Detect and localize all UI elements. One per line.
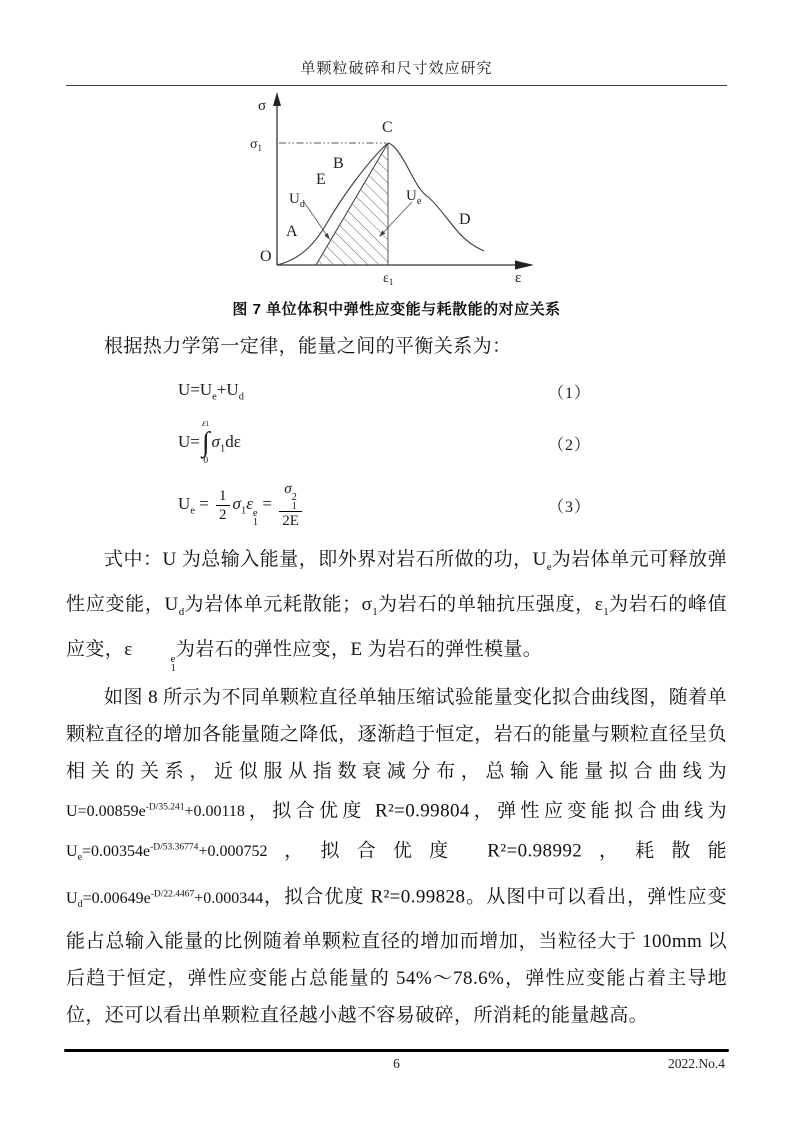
figure7-caption: 图 7 单位体积中弹性应变能与耗散能的对应关系 [232,301,561,318]
equation-1-number: （1） [548,384,592,402]
eps-elastic-subsup: e 1 [252,507,259,528]
running-head-title: 单颗粒破碎和尺寸效应研究 [300,61,493,77]
equation-3 [66,475,727,535]
page-number: 6 [393,1056,400,1071]
eps-elastic-subsup: e 1 [170,653,176,674]
point-b-label: B [333,155,344,172]
ud-label: $U_d$ [289,191,305,210]
integral-with-limits: ε1 ∫ 0 [201,419,210,466]
eps1-label: $\varepsilon_1$ [383,271,394,287]
equations-block [66,371,727,535]
y-axis-arrow-icon [273,92,281,106]
post-peak-curve [388,143,484,251]
fit-formula-elastic-energy: $U_e=0.00354e^{-D/53.36774}+0.000752$ [66,842,268,864]
fit-formula-dissipated-energy: $U_d=0.00649e^{-D/22.4467}+0.000344$ [66,889,264,910]
point-c-label: C [382,119,393,136]
issue-label: 2022.No.4 [668,1056,725,1071]
equation-3-formula: $U_e$ = $\frac{1}{2}$ $\sigma_1\varepsilon$ e 1 = σ 2 1 2E [178,480,305,530]
footer [66,1056,727,1076]
equation-1-formula: $U=U_e+U_d$ [178,379,244,403]
footer-rule [64,1049,729,1052]
x-axis-label: ε [515,270,522,286]
sigma1-label: $\sigma_1$ [250,137,263,153]
point-d-label: D [459,211,471,228]
x-axis-arrow-icon [515,261,534,270]
equation-1 [66,371,727,411]
origin-label: O [260,248,272,265]
ud-leader-line [304,202,328,237]
header-rule [66,85,727,86]
y-axis-label: σ [258,98,267,114]
fraction-sigma-squared: σ 2 1 2E [279,480,302,530]
fit-formula-total-energy: $U=0.00859e^{-D/35.241}+0.00118$ [66,802,245,820]
ue-label: $U_e$ [406,188,422,207]
equation-3-number: （3） [548,498,592,516]
point-a-label: A [286,223,298,240]
equation-2-formula: U= ε1 ∫ 0 $\sigma_1d\varepsilon$ [178,419,241,466]
figure7-stress-strain-diagram [216,90,546,290]
figure7-plot [216,90,546,290]
page-content [66,0,727,1034]
paragraph-intro: 根据热力学第一定律，能量之间的平衡关系为： [104,336,512,357]
equation-2 [66,411,727,475]
fraction-one-half: $\frac{1}{2}$ [216,487,230,524]
ud-leader-arrow-icon [324,233,330,240]
paragraph-results-discussion: 如图 8 所示为不同单颗粒直径单轴压缩试验能量变化拟合曲线图，随着单颗粒直径的增加各能量随之降低，逐渐趋于恒定，岩石的能量与颗粒直径呈负相关的关系，近似服从指数衰减分布，总输入能量拟合曲线为$U=0.00859e^{-D/35.241}+0.00118$，拟合优度 R²=0.99804，弹性应变能拟合曲线为$U_e=0.00354e^{-D/53.36774}+0.000752$，拟合优度 R²=0.98992，耗散能$U_d=0.00649e^{-D/22.4467}+0.000344$，拟合优度 R²=0.99828。从图中可以看出，弹性应变能占总输入能量的比例随着单颗粒直径的增加而增加，当粒径大于 100mm 以后趋于恒定，弹性应变能占总能量的 54%～78.6%，弹性应变能占着主导地位，还可以看出单颗粒直径越小越不容易破碎，所消耗的能量越高。 [66,686,727,1026]
equation-2-number: （2） [548,436,592,454]
paragraph-symbol-definitions: 式中：U 为总输入能量，即外界对岩石所做的功，$U_e$为岩体单元可释放弹性应变能，$U_d$为岩体单元耗散能；$\sigma_1$为岩石的单轴抗压强度，$\varepsilon_1$为岩石的峰值应变，ε e 1 为岩石的弹性应变，E 为岩石的弹性模量。 [66,549,728,674]
line-e-label: E [316,171,326,188]
